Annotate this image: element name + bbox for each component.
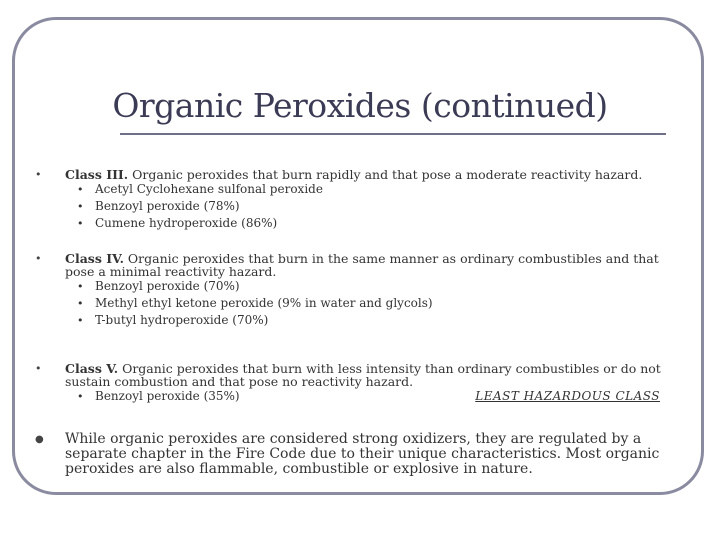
slide-content	[35, 168, 690, 477]
sub-bullet-icon: •	[77, 390, 84, 403]
class-iv-lead: Class IV.	[65, 251, 124, 266]
list-item: • Cumene hydroperoxide (86%)	[77, 216, 278, 230]
class-iii-item	[35, 168, 690, 240]
sub-bullet-icon: •	[77, 314, 84, 327]
slide-title: Organic Peroxides (continued)	[112, 86, 608, 125]
sub-bullet-icon: •	[77, 183, 84, 196]
sub-bullet-icon: •	[77, 217, 84, 230]
class-iv-desc: Organic peroxides that burn in the same manner as ordinary combustibles and that pose a minimal reactivity hazard.	[65, 251, 659, 279]
class-v-text	[65, 362, 690, 388]
class-iii-lead: Class III.	[65, 167, 129, 182]
class-v-item	[35, 362, 690, 422]
list-item: • Methyl ethyl ketone peroxide (9% in water and glycols)	[77, 296, 433, 310]
class-v-lead: Class V.	[65, 361, 119, 376]
sub-bullet-icon: •	[77, 200, 84, 213]
bullet-icon: •	[35, 362, 42, 375]
list-item: • Acetyl Cyclohexane sulfonal peroxide	[77, 182, 323, 196]
list-item: • Benzoyl peroxide (35%) LEAST HAZARDOUS CLASS	[77, 389, 660, 403]
bullet-icon: •	[35, 168, 42, 181]
least-hazardous-note: LEAST HAZARDOUS CLASS	[475, 389, 660, 403]
class-iv-text	[65, 252, 690, 278]
sub-bullet-icon: •	[77, 297, 84, 310]
closing-text: While organic peroxides are considered strong oxidizers, they are regulated by a separate chapter in the Fire Code due to their unique characteristics. Most organic peroxides are also flammable, combustible or explosive in nature.	[65, 431, 660, 477]
class-iii-desc: Organic peroxides that burn rapidly and that pose a moderate reactivity hazard.	[128, 167, 643, 182]
class-iv-item	[35, 252, 690, 348]
closing-item	[35, 432, 690, 477]
class-v-desc: Organic peroxides that burn with less intensity than ordinary combustibles or do not sustain combustion and that pose no reactivity hazard.	[65, 361, 661, 389]
class-v-sublist	[65, 388, 690, 405]
list-item: • Benzoyl peroxide (78%)	[77, 199, 240, 213]
class-iii-sublist	[65, 181, 690, 232]
title-underline	[120, 133, 666, 135]
list-item: • Benzoyl peroxide (70%)	[77, 279, 240, 293]
filled-bullet-icon: ●	[35, 434, 44, 445]
list-item: • T-butyl hydroperoxide (70%)	[77, 313, 269, 327]
sub-bullet-icon: •	[77, 280, 84, 293]
class-iii-text	[65, 168, 690, 181]
bullet-icon: •	[35, 252, 42, 265]
class-iv-sublist	[65, 278, 690, 329]
